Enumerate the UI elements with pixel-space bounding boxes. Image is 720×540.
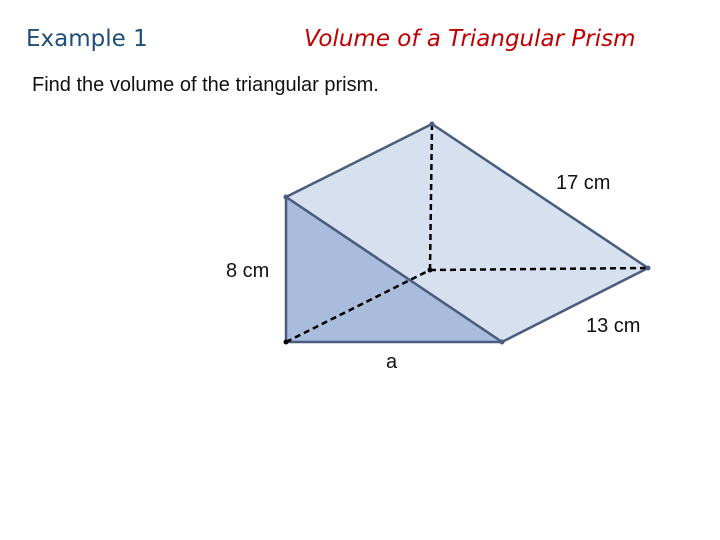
slide-title: Volume of a Triangular Prism: [304, 26, 636, 52]
label-length: 13 cm: [586, 315, 641, 337]
vertex-dot: [284, 340, 289, 345]
vertex-dot: [284, 195, 289, 200]
vertex-dot: [428, 268, 433, 273]
problem-instruction: Find the volume of the triangular prism.: [32, 74, 379, 96]
label-hypotenuse: 17 cm: [556, 172, 611, 194]
vertex-dot: [500, 340, 505, 345]
example-label: Example 1: [26, 26, 148, 52]
vertex-dot: [646, 266, 651, 271]
label-height: 8 cm: [226, 260, 270, 282]
label-unknown-side: a: [386, 351, 398, 373]
vertex-dot: [430, 122, 435, 127]
